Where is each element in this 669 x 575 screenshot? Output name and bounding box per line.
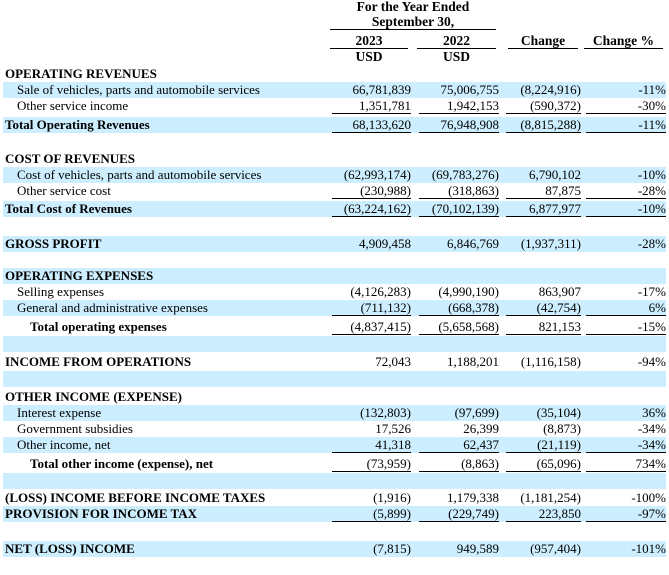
column-header-change: Change bbox=[508, 33, 578, 49]
table-row bbox=[3, 183, 666, 199]
value-2022: (8,863) bbox=[419, 456, 499, 472]
value-change-pct: 6% bbox=[586, 300, 666, 316]
row-label: Other service cost bbox=[17, 183, 111, 198]
value-change: (590,372) bbox=[506, 98, 581, 114]
value-change: (1,116,158) bbox=[520, 354, 581, 369]
value-2022: 949,589 bbox=[456, 541, 499, 556]
value-change: (65,096) bbox=[506, 456, 581, 472]
column-header-change-pct: Change % bbox=[584, 33, 663, 49]
spacer-row bbox=[3, 371, 666, 387]
row-label: OTHER INCOME (EXPENSE) bbox=[5, 389, 182, 404]
column-header-usd-2023: USD bbox=[355, 49, 383, 64]
value-change-pct: -28% bbox=[586, 183, 666, 199]
table-row bbox=[3, 405, 666, 421]
value-change-pct: 734% bbox=[586, 456, 666, 472]
table-row bbox=[3, 389, 666, 405]
table-row bbox=[3, 421, 666, 437]
row-label: Other service income bbox=[17, 98, 129, 113]
value-change-pct: -101% bbox=[631, 541, 666, 556]
row-label: (LOSS) INCOME BEFORE INCOME TAXES bbox=[5, 490, 266, 505]
table-row bbox=[3, 354, 666, 370]
column-header-2022: 2022 bbox=[417, 33, 496, 49]
row-label: PROVISION FOR INCOME TAX bbox=[5, 506, 198, 521]
value-2022: 6,846,769 bbox=[447, 236, 499, 251]
column-header-2023: 2023 bbox=[330, 33, 408, 49]
row-label: Other income, net bbox=[17, 437, 111, 452]
value-change-pct: -15% bbox=[586, 319, 666, 335]
row-label: OPERATING REVENUES bbox=[5, 66, 157, 81]
value-change: (8,873) bbox=[543, 421, 581, 436]
value-change-pct: -10% bbox=[637, 167, 666, 182]
table-row bbox=[3, 151, 666, 167]
value-change-pct: -100% bbox=[631, 490, 666, 505]
table-row bbox=[3, 236, 666, 252]
row-label: Government subsidies bbox=[17, 421, 133, 436]
table-row bbox=[3, 117, 666, 133]
value-2023: (230,988) bbox=[332, 183, 411, 199]
spacer-row bbox=[3, 219, 666, 235]
row-label: General and administrative expenses bbox=[17, 300, 208, 315]
row-label: Cost of vehicles, parts and automobile services bbox=[17, 167, 262, 182]
value-change: 6,877,977 bbox=[506, 201, 581, 217]
value-2023: 17,526 bbox=[375, 421, 411, 436]
value-2023: (7,815) bbox=[373, 541, 411, 556]
value-2023: 4,909,458 bbox=[359, 236, 411, 251]
period-header-line2: September 30, bbox=[330, 14, 496, 30]
value-2022: 75,006,755 bbox=[440, 82, 499, 97]
row-label: Total Operating Revenues bbox=[5, 117, 150, 132]
value-2022: (97,699) bbox=[454, 405, 499, 420]
table-row bbox=[3, 268, 666, 284]
row-label: INCOME FROM OPERATIONS bbox=[5, 354, 192, 369]
table-row bbox=[3, 319, 666, 335]
value-change: 821,153 bbox=[506, 319, 581, 335]
spacer-row bbox=[3, 134, 666, 150]
table-row bbox=[3, 506, 666, 522]
spacer-row bbox=[3, 524, 666, 540]
table-row bbox=[3, 167, 666, 183]
value-change-pct: -34% bbox=[586, 437, 666, 453]
value-change: 87,875 bbox=[506, 183, 581, 199]
value-change: (42,754) bbox=[506, 300, 581, 316]
table-row bbox=[3, 300, 666, 316]
value-2023: 68,133,620 bbox=[332, 117, 411, 133]
value-change-pct: 36% bbox=[642, 405, 666, 420]
table-row bbox=[3, 98, 666, 114]
row-label: Selling expenses bbox=[17, 284, 105, 299]
value-2023: (711,132) bbox=[332, 300, 411, 316]
value-2023: 72,043 bbox=[375, 354, 411, 369]
value-2022: (69,783,276) bbox=[431, 167, 499, 182]
value-2022: (5,658,568) bbox=[419, 319, 499, 335]
row-label: Total operating expenses bbox=[30, 319, 167, 334]
row-label: Total Cost of Revenues bbox=[5, 201, 132, 216]
value-2022: 26,399 bbox=[463, 421, 499, 436]
value-2022: (318,863) bbox=[419, 183, 499, 199]
value-change: (8,815,288) bbox=[506, 117, 581, 133]
table-row bbox=[3, 82, 666, 98]
period-header-line1: For the Year Ended bbox=[356, 0, 470, 14]
value-change: (1,937,311) bbox=[520, 236, 581, 251]
value-2023: (5,899) bbox=[332, 506, 411, 522]
value-2023: 1,351,781 bbox=[332, 98, 411, 114]
row-label: NET (LOSS) INCOME bbox=[5, 541, 135, 556]
spacer-row bbox=[3, 252, 666, 268]
table-row bbox=[3, 541, 666, 557]
row-label: Sale of vehicles, parts and automobile services bbox=[17, 82, 260, 97]
value-change-pct: -17% bbox=[637, 284, 666, 299]
value-2022: (229,749) bbox=[419, 506, 499, 522]
table-row bbox=[3, 201, 666, 217]
value-change: 6,790,102 bbox=[529, 167, 581, 182]
value-2023: (63,224,162) bbox=[332, 201, 411, 217]
row-label: GROSS PROFIT bbox=[5, 236, 102, 251]
spacer-row bbox=[3, 473, 666, 489]
value-change: (1,181,254) bbox=[520, 490, 581, 505]
value-2022: 1,188,201 bbox=[447, 354, 499, 369]
table-row bbox=[3, 284, 666, 300]
value-change-pct: -34% bbox=[637, 421, 666, 436]
value-change: 863,907 bbox=[538, 284, 581, 299]
value-change: 223,850 bbox=[506, 506, 581, 522]
table-row bbox=[3, 66, 666, 82]
value-change: (35,104) bbox=[536, 405, 581, 420]
value-change-pct: -28% bbox=[637, 236, 666, 251]
value-change-pct: -11% bbox=[586, 117, 666, 133]
value-2023: (62,993,174) bbox=[343, 167, 411, 182]
value-change: (957,404) bbox=[530, 541, 581, 556]
value-2023: 41,318 bbox=[332, 437, 411, 453]
value-change-pct: -30% bbox=[586, 98, 666, 114]
row-label: Total other income (expense), net bbox=[30, 456, 214, 471]
value-2022: 62,437 bbox=[419, 437, 499, 453]
table-row bbox=[3, 490, 666, 506]
value-2023: (1,916) bbox=[373, 490, 411, 505]
row-label: Interest expense bbox=[17, 405, 102, 420]
value-2022: 76,948,908 bbox=[419, 117, 499, 133]
column-header-usd-2022: USD bbox=[442, 49, 470, 64]
value-2023: 66,781,839 bbox=[352, 82, 411, 97]
row-label: OPERATING EXPENSES bbox=[5, 268, 154, 283]
value-change: (8,224,916) bbox=[520, 82, 581, 97]
value-2022: 1,179,338 bbox=[447, 490, 499, 505]
row-label: COST OF REVENUES bbox=[5, 151, 136, 166]
value-change: (21,119) bbox=[506, 437, 581, 453]
value-2023: (132,803) bbox=[360, 405, 411, 420]
value-2022: (4,990,190) bbox=[438, 284, 499, 299]
value-2023: (4,837,415) bbox=[332, 319, 411, 335]
value-2022: (668,378) bbox=[419, 300, 499, 316]
value-2022: 1,942,153 bbox=[419, 98, 499, 114]
value-change-pct: -97% bbox=[586, 506, 666, 522]
table-row bbox=[3, 437, 666, 453]
spacer-row bbox=[3, 336, 666, 352]
value-change-pct: -11% bbox=[638, 82, 666, 97]
value-change-pct: -10% bbox=[586, 201, 666, 217]
table-row bbox=[3, 456, 666, 472]
value-2022: (70,102,139) bbox=[419, 201, 499, 217]
value-2023: (73,959) bbox=[332, 456, 411, 472]
value-2023: (4,126,283) bbox=[350, 284, 411, 299]
value-change-pct: -94% bbox=[637, 354, 666, 369]
